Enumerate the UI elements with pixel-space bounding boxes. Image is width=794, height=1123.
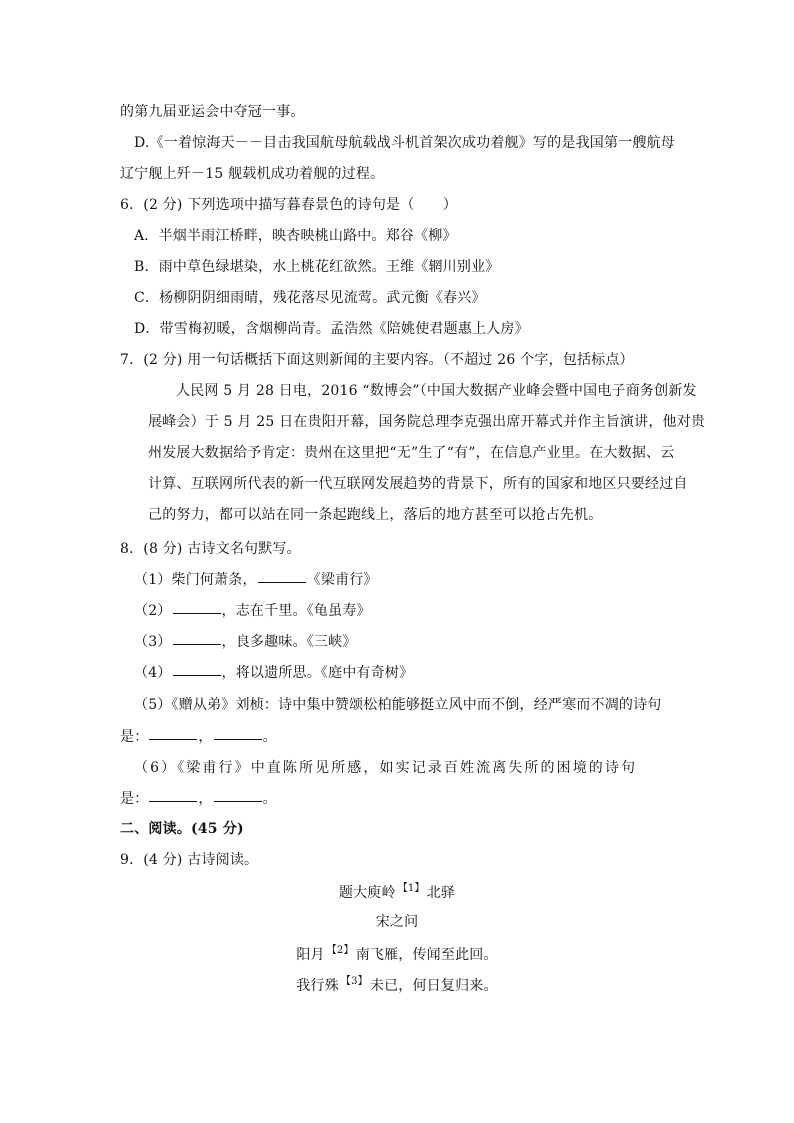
period: 。 [262, 729, 277, 745]
item-4-suffix: ，将以遗所思。《庭中有奇树》 [221, 665, 414, 681]
text-line-option-d: D.《一着惊海天－－目击我国航母航载战斗机首架次成功着舰》写的是我国第一艘航母 [134, 135, 675, 151]
period: 。 [262, 791, 277, 807]
news-paragraph-line-5: 己的努力，都可以站在同一条起跑线上，落后的地方甚至可以抢占先机。 [148, 507, 603, 523]
poem-title-text: 题大庾岭 [338, 885, 396, 901]
question-6-option-c: C．杨柳阴阴细雨晴，残花落尽见流莺。武元衡《春兴》 [134, 290, 486, 306]
comma: ， [198, 791, 213, 807]
item-4-prefix: （4） [134, 665, 172, 681]
news-paragraph-line-2: 展峰会）于 5 月 25 日在贵阳开幕，国务院总理李克强出席开幕式并作主旨演讲，他对贵 [148, 414, 706, 430]
poem-line-1 [0, 946, 794, 962]
section-2-heading: 二、阅读。(45 分) [120, 821, 244, 837]
poem-line-1-start: 阳月 [296, 947, 325, 963]
answer-blank[interactable] [149, 738, 197, 740]
question-6-stem: 6．(2 分) 下列选项中描写暮春景色的诗句是（ ） [120, 197, 458, 213]
news-paragraph-line-1: 人民网 5 月 28 日电，2016 “数博会”（中国大数据产业峰会暨中国电子商务创新发 [176, 383, 697, 399]
poem-title-text-end: 北驿 [426, 885, 456, 901]
poem-line-2-start: 我行殊 [296, 978, 339, 994]
question-6-option-d: D．带雪梅初暖，含烟柳尚青。孟浩然《陪姚使君题惠上人房》 [134, 321, 529, 337]
footnote-marker-3: 【3】 [340, 976, 368, 987]
news-paragraph-line-3: 州发展大数据给予肯定：贵州在这里把“无”生了“有”，在信息产业里。在大数据、云 [148, 445, 675, 461]
question-7-stem: 7．(2 分) 用一句话概括下面这则新闻的主要内容。（不超过 26 个字，包括标点） [120, 352, 634, 368]
question-8-item-5-answer [120, 730, 277, 744]
question-9-stem: 9．(4 分) 古诗阅读。 [120, 852, 259, 868]
comma: ， [198, 729, 213, 745]
news-paragraph-line-4: 计算、互联网所代表的新一代互联网发展趋势的背景下，所有的国家和地区只要经过自 [148, 476, 688, 492]
answer-blank[interactable] [149, 800, 197, 802]
poem-line-2 [0, 977, 794, 993]
answer-blank[interactable] [173, 612, 221, 614]
footnote-marker-2: 【2】 [326, 945, 354, 956]
question-6-option-b: B．雨中草色绿堪染，水上桃花红欲然。王维《辋川别业》 [134, 259, 500, 275]
question-8-item-6-answer [120, 792, 277, 806]
answer-blank[interactable] [214, 738, 262, 740]
answer-prefix: 是： [120, 791, 149, 807]
poem-line-1-end: 南飞雁，传闻至此回。 [355, 947, 498, 963]
footnote-marker-1: 【1】 [397, 883, 425, 894]
item-3-prefix: （3） [134, 634, 172, 650]
answer-blank[interactable] [173, 674, 221, 676]
question-8-item-4 [134, 666, 413, 680]
question-8-item-2 [134, 604, 371, 618]
question-8-item-6: （6）《梁甫行》中直陈所见所感，如实记录百姓流离失所的困境的诗句 [134, 760, 638, 776]
question-8-stem: 8．(8 分) 古诗文名句默写。 [120, 541, 301, 557]
question-8-item-3 [134, 635, 357, 649]
item-1-prefix: （1）柴门何萧条， [134, 572, 257, 588]
poem-line-2-end: 未已，何日复归来。 [369, 978, 498, 994]
question-6-option-a: A．半烟半雨江桥畔，映杏映桃山路中。郑谷《柳》 [134, 228, 457, 244]
question-8-item-5: （5）《赠从弟》刘桢：诗中集中赞颂松柏能够挺立风中而不倒，经严寒而不凋的诗句 [134, 697, 662, 713]
answer-prefix: 是： [120, 729, 149, 745]
item-3-suffix: ，良多趣味。《三峡》 [221, 634, 357, 650]
answer-blank[interactable] [258, 581, 306, 583]
text-line-option-d-cont: 辽宁舰上歼－15 舰载机成功着舰的过程。 [120, 166, 385, 182]
text-line-prev-option-end: 的第九届亚运会中夺冠一事。 [120, 104, 305, 120]
item-1-suffix: 《梁甫行》 [306, 572, 378, 588]
poem-title [0, 884, 794, 900]
answer-blank[interactable] [214, 800, 262, 802]
poem-author: 宋之问 [375, 914, 419, 930]
answer-blank[interactable] [173, 643, 221, 645]
item-2-suffix: ，志在千里。《龟虽寿》 [221, 603, 371, 619]
question-8-item-1 [134, 573, 378, 587]
item-2-prefix: （2） [134, 603, 172, 619]
